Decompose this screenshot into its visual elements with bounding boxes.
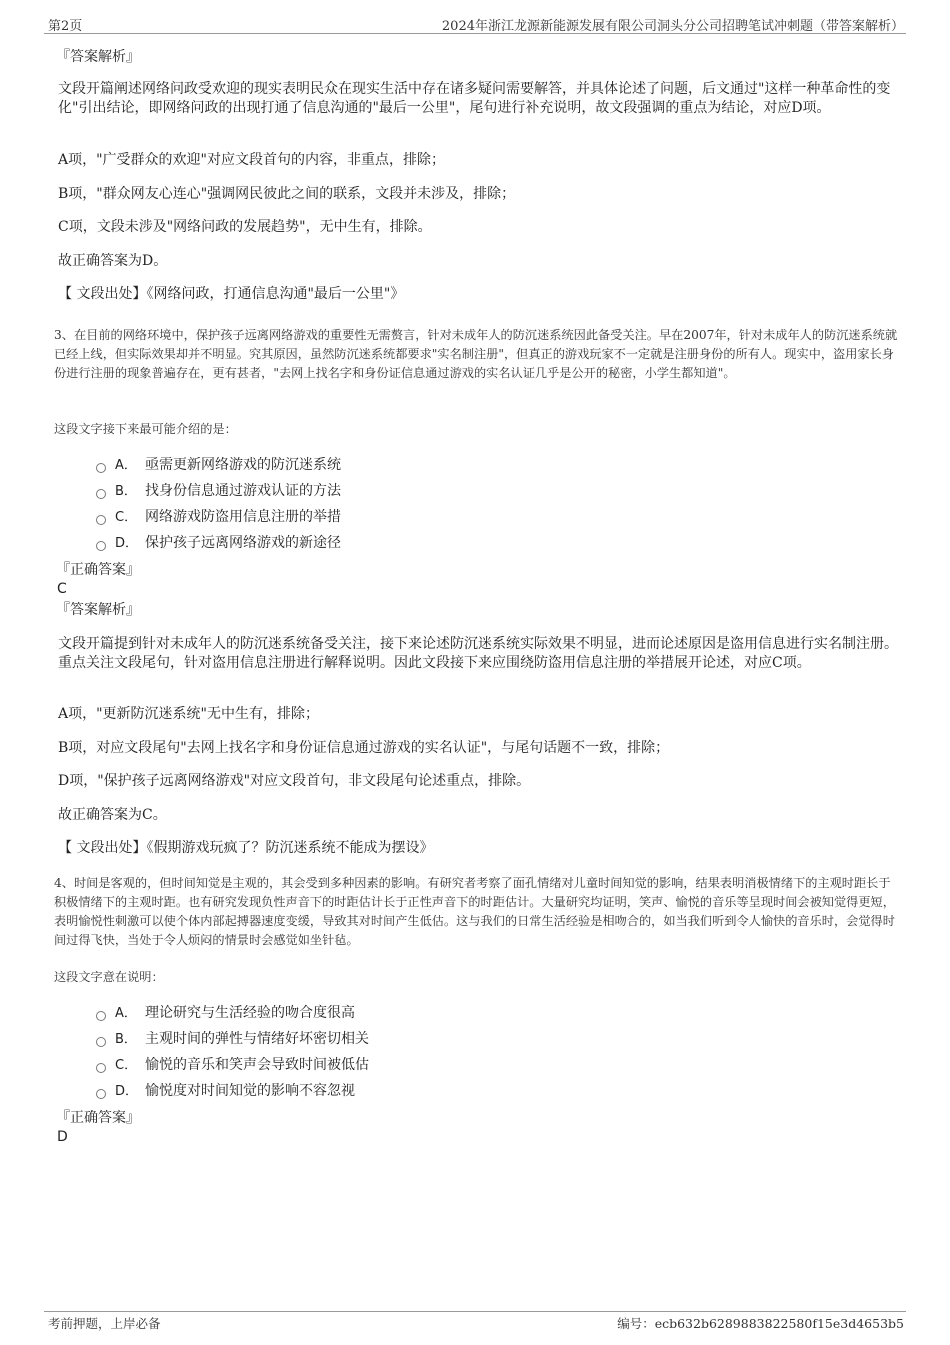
correct-answer: C: [57, 581, 67, 597]
document-title: 2024年浙江龙源新能源发展有限公司洞头分公司招聘笔试冲刺题（带答案解析）: [441, 19, 904, 34]
option-text: 理论研究与生活经验的吻合度很高: [145, 1005, 355, 1021]
radio-icon[interactable]: [96, 463, 106, 473]
question-3-text: 3、在目前的网络环境中，保护孩子远离网络游戏的重要性无需赘言，针对未成年人的防沉迷系统因此备受关注。早在2007年，针对未成年人的防沉迷系统就已经上线，但实际效果却并不明显。究其原因，虽然防沉迷系统都要求"实名制注册"，但真正的游戏玩家不一定就是注册身份的所有人。现实中，盗用家长身份进行注册的现象普遍存在，更有甚者，"去网上找名字和身份证信息通过游戏的实名认证几乎是公开的秘密，小学生都知道"。: [54, 328, 898, 380]
option-text: 主观时间的弹性与情绪好坏密切相关: [145, 1031, 369, 1047]
analysis-option-b: B项，"群众网友心连心"强调网民彼此之间的联系，文段并未涉及，排除；: [58, 186, 516, 202]
question-4-option-b[interactable]: [96, 1030, 369, 1049]
option-letter: B．: [115, 1032, 137, 1047]
question-4-option-a[interactable]: [96, 1004, 355, 1023]
option-text: 找身份信息通过游戏认证的方法: [145, 483, 341, 499]
analysis-label: 『答案解析』: [56, 602, 140, 618]
option-letter: C．: [115, 1058, 138, 1073]
correct-answer: D: [57, 1129, 68, 1145]
option-text: 愉悦度对时间知觉的影响不容忽视: [145, 1083, 355, 1099]
analysis-option-c: C项，文段未涉及"网络问政的发展趋势"，无中生有，排除。: [58, 219, 432, 235]
question-3-option-a[interactable]: [96, 456, 341, 475]
analysis-option-a: A项，"广受群众的欢迎"对应文段首句的内容，非重点，排除；: [58, 152, 445, 168]
correct-answer-statement: 故正确答案为C。: [58, 807, 167, 823]
question-3-option-d[interactable]: [96, 534, 341, 553]
radio-icon[interactable]: [96, 1089, 106, 1099]
document-id: 编号：ecb632b6289883822580f15e3d4653b5: [617, 1316, 904, 1331]
correct-answer-statement: 故正确答案为D。: [58, 253, 168, 269]
source-citation: 【 文段出处】《假期游戏玩疯了？防沉迷系统不能成为摆设》: [58, 840, 434, 856]
footer-divider: [44, 1311, 906, 1312]
option-letter: A．: [115, 458, 137, 473]
option-letter: B．: [115, 484, 137, 499]
analysis-option-d: D项，"保护孩子远离网络游戏"对应文段首句，非文段尾句论述重点，排除。: [58, 773, 531, 789]
option-text: 网络游戏防盗用信息注册的举措: [145, 509, 341, 525]
radio-icon[interactable]: [96, 1011, 106, 1021]
option-text: 保护孩子远离网络游戏的新途径: [145, 535, 341, 551]
correct-answer-label: 『正确答案』: [56, 562, 140, 578]
radio-icon[interactable]: [96, 515, 106, 525]
analysis-paragraph: 文段开篇提到针对未成年人的防沉迷系统备受关注，接下来论述防沉迷系统实际效果不明显，进而论述原因是盗用信息进行实名制注册。重点关注文段尾句，针对盗用信息注册进行解释说明。因此文段接下来应围绕防盗用信息注册的举措展开论述，对应C项。: [58, 636, 898, 671]
question-3-option-c[interactable]: [96, 508, 341, 527]
analysis-label: 『答案解析』: [56, 49, 140, 65]
question-3-option-b[interactable]: [96, 482, 341, 501]
option-letter: A．: [115, 1006, 137, 1021]
question-4-option-d[interactable]: [96, 1082, 355, 1101]
footer-slogan: 考前押题，上岸必备: [48, 1316, 161, 1331]
analysis-paragraph: 文段开篇阐述网络问政受欢迎的现实表明民众在现实生活中存在诸多疑问需要解答，并具体论述了问题，后文通过"这样一种革命性的变化"引出结论，即网络问政的出现打通了信息沟通的"最后一公里"，尾句进行补充说明，故文段强调的重点为结论，对应D项。: [58, 81, 891, 116]
header-divider: [44, 33, 906, 34]
analysis-option-b: B项，对应文段尾句"去网上找名字和身份证信息通过游戏的实名认证"，与尾句话题不一致，排除；: [58, 740, 670, 756]
radio-icon[interactable]: [96, 541, 106, 551]
correct-answer-label: 『正确答案』: [56, 1110, 140, 1126]
option-letter: D．: [115, 1084, 139, 1099]
source-citation: 【 文段出处】《网络问政，打通信息沟通"最后一公里"》: [58, 286, 405, 302]
question-4-text: 4、时间是客观的，但时间知觉是主观的，其会受到多种因素的影响。有研究者考察了面孔情绪对儿童时间知觉的影响，结果表明消极情绪下的主观时距长于积极情绪下的主观时距。也有研究发现负性声音下的时距估计长于正性声音下的时距估计。大量研究均证明，笑声、愉悦的音乐等呈现时间会被知觉得更短，表明愉悦性刺激可以使个体内部起搏器速度变缓，导致其对时间产生低估。这与我们的日常生活经验是相吻合的，如当我们听到令人愉快的音乐时，会觉得时间过得飞快，当处于令人烦闷的情景时会感觉如坐针毡。: [54, 876, 895, 947]
analysis-option-a: A项，"更新防沉迷系统"无中生有，排除；: [58, 706, 319, 722]
radio-icon[interactable]: [96, 489, 106, 499]
question-4-prompt: 这段文字意在说明：: [54, 970, 164, 984]
option-text: 亟需更新网络游戏的防沉迷系统: [145, 457, 341, 473]
question-4-option-c[interactable]: [96, 1056, 369, 1075]
radio-icon[interactable]: [96, 1063, 106, 1073]
option-letter: C．: [115, 510, 138, 525]
page-number: 第2页: [48, 19, 83, 34]
radio-icon[interactable]: [96, 1037, 106, 1047]
question-3-prompt: 这段文字接下来最可能介绍的是：: [54, 422, 237, 436]
option-letter: D．: [115, 536, 139, 551]
option-text: 愉悦的音乐和笑声会导致时间被低估: [145, 1057, 369, 1073]
